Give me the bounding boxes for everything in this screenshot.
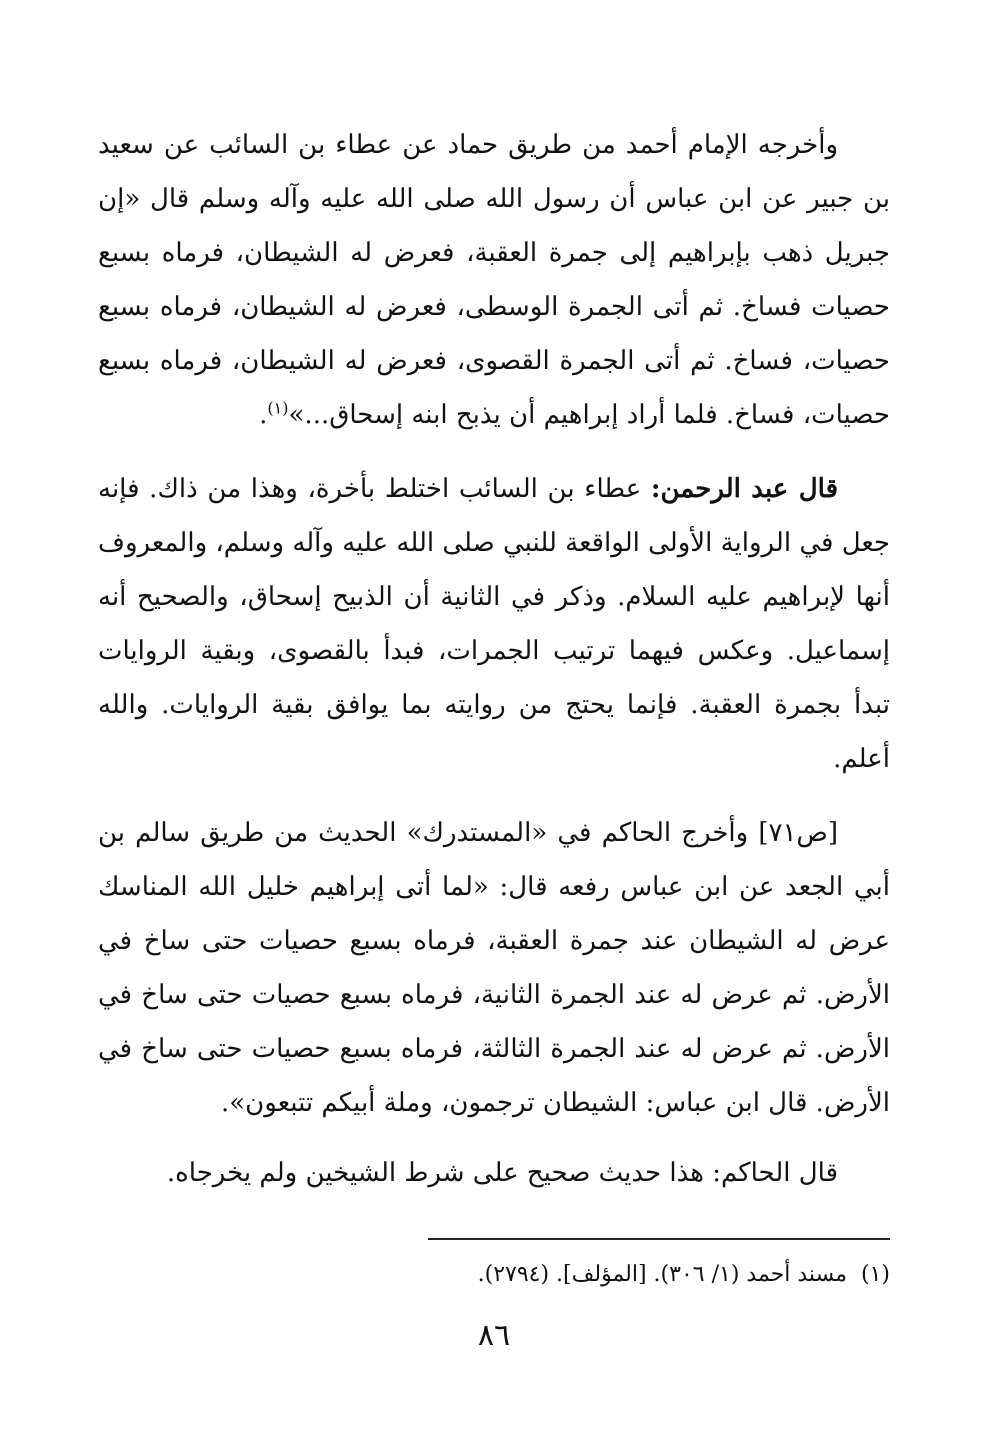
footnote-divider [428,1238,890,1240]
paragraph-text: وأخرجه الإمام أحمد من طريق حماد عن عطاء بن السائب عن سعيد بن جبير عن ابن عباس أن رسول الله صلى الله عليه وآله وسلم قال «إن جبريل ذهب بإبراهيم إلى جمرة العقبة، فعرض له الشيطان، فرماه بسبع حصيات فساخ. ثم أتى الجمرة الوسطى، فعرض له الشيطان، فرماه بسبع حصيات، فساخ. ثم أتى الجمرة القصوى، فعرض له الشيطان، فرماه بسبع حصيات، فساخ. فلما أراد إبراهيم أن يذبح ابنه إسحاق...» [98,130,890,430]
paragraph-hakim-grading [98,1146,890,1200]
paragraph-lead: قال عبد الرحمن: [650,474,838,504]
paragraph-text: عطاء بن السائب اختلط بأخرة، وهذا من ذاك. فإنه جعل في الرواية الأولى الواقعة للنبي صلى الله عليه وآله وسلم، والمعروف أنها لإبراهيم عليه السلام. وذكر في الثانية أن الذبيح إسحاق، والصحيح أنه إسماعيل. وعكس فيهما ترتيب الجمرات، فبدأ بالقصوى، وبقية الروايات تبدأ بجمرة العقبة. فإنما يحتج من روايته بما يوافق بقية الروايات. والله أعلم. [98,474,890,774]
paragraph-abdulrahman-comment [98,462,890,786]
paragraph-text: [ص٧١] وأخرج الحاكم في «المستدرك» الحديث من طريق سالم بن أبي الجعد عن ابن عباس رفعه قال: «لما أتى إبراهيم خليل الله المناسك عرض له الشيطان عند جمرة العقبة، فرماه بسبع حصيات حتى ساخ في الأرض. ثم عرض له عند الجمرة الثانية، فرماه بسبع حصيات حتى ساخ في الأرض. ثم عرض له عند الجمرة الثالثة، فرماه بسبع حصيات حتى ساخ في الأرض. قال ابن عباس: الشيطان ترجمون، وملة أبيكم تتبعون». [98,818,890,1118]
footnote-text: مسند أحمد (١/ ٣٠٦). [المؤلف]. (٢٧٩٤). [477,1262,847,1287]
paragraph-text: قال الحاكم: هذا حديث صحيح على شرط الشيخين ولم يخرجاه. [166,1158,838,1188]
footnote-reference: (١) [267,398,289,418]
footnote-number: (١) [860,1262,890,1287]
paragraph-end: . [259,400,268,430]
page-number: ٨٦ [477,1318,511,1353]
footnote [98,1258,890,1292]
paragraph-ahmad-narration [98,118,890,442]
paragraph-hakim-narration [98,806,890,1130]
